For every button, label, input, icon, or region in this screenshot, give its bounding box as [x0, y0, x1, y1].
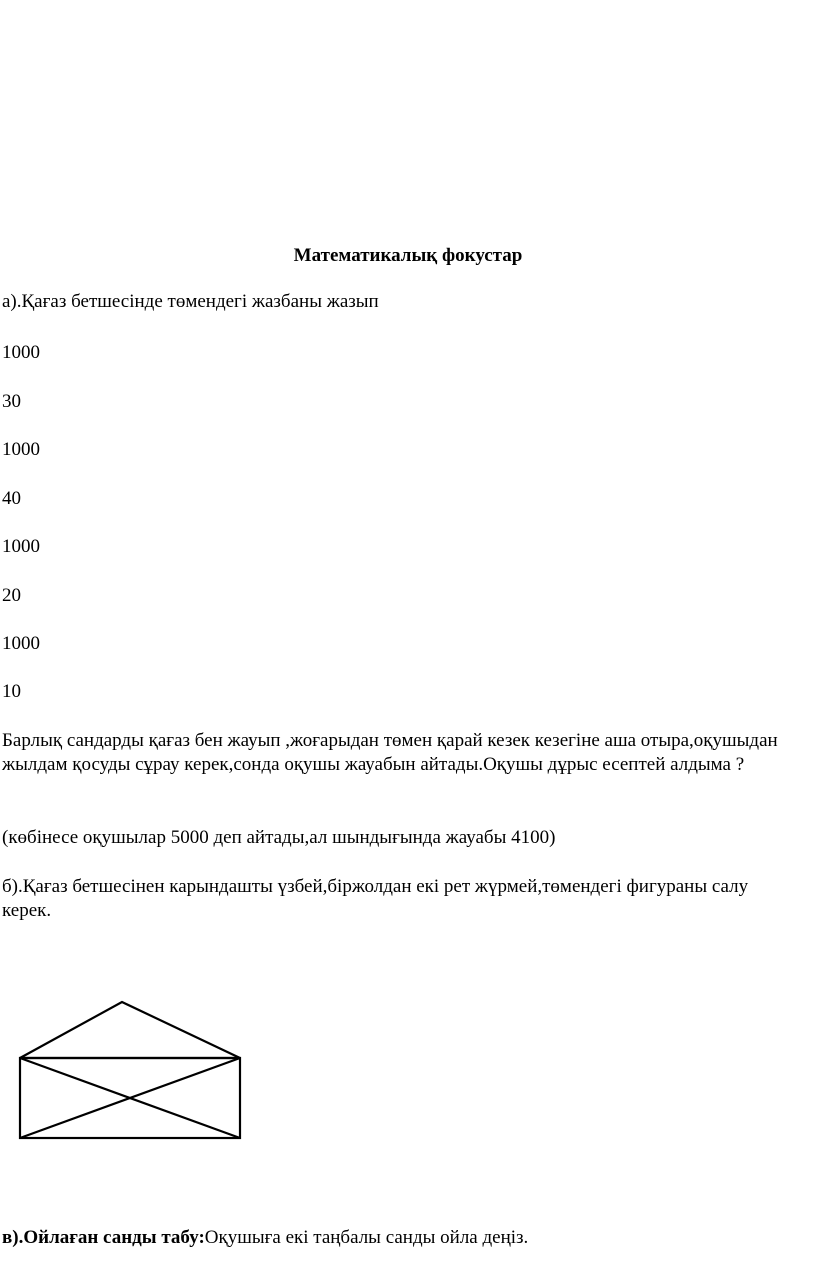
- number-line-2: 30: [2, 391, 21, 412]
- page-title: Математикалық фокустар: [293, 245, 523, 266]
- section-v-text: Оқушыға екі таңбалы санды ойла деңіз.: [204, 1227, 529, 1248]
- number-line-3: 1000: [2, 439, 40, 460]
- section-v-heading: в).Ойлаған санды табу:: [2, 1227, 205, 1248]
- section-b-instruction: б).Қағаз бетшесінен карындашты үзбей,біржолдан екі рет жүрмей,төмендегі фигураны салу керек.: [2, 876, 749, 921]
- number-line-1: 1000: [2, 342, 40, 363]
- section-a-intro: а).Қағаз бетшесінде төмендегі жазбаны жазып: [2, 291, 379, 312]
- number-line-5: 1000: [2, 536, 40, 557]
- section-v-line: [2, 1226, 528, 1250]
- section-a-instruction: Барлық сандарды қағаз бен жауып ,жоғарыдан төмен қарай кезек кезегіне аша отыра,оқушыдан жылдам қосуды сұрау керек,сонда оқушы жауабын айтады.Оқушы дұрыс есептей алдыма ?: [2, 730, 778, 775]
- number-line-8: 10: [2, 681, 21, 702]
- envelope-roof: [20, 1002, 240, 1058]
- number-line-6: 20: [2, 585, 21, 606]
- number-line-7: 1000: [2, 633, 40, 654]
- envelope-figure: [14, 996, 254, 1146]
- section-a-note: (көбінесе оқушылар 5000 деп айтады,ал шындығында жауабы 4100): [2, 827, 556, 848]
- number-line-4: 40: [2, 488, 21, 509]
